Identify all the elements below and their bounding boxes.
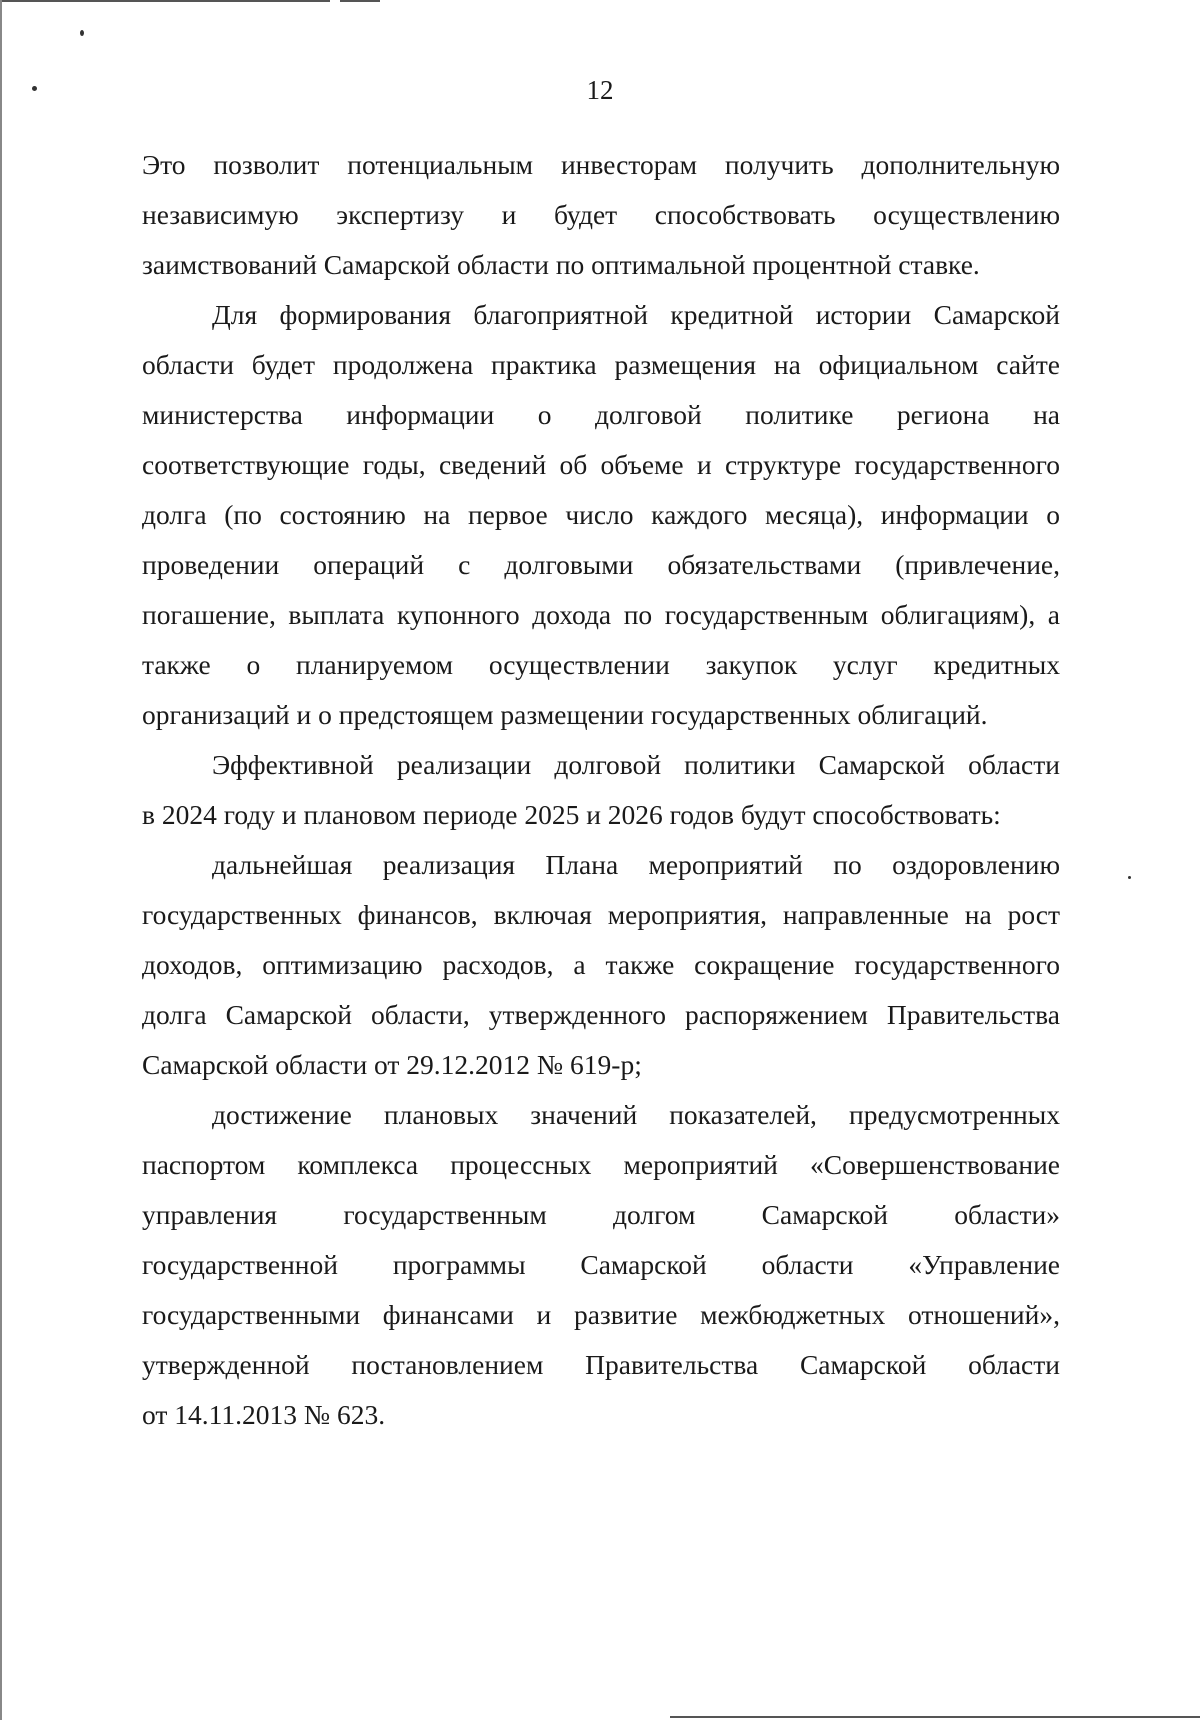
- text-line: независимую экспертизу и будет способствовать осуществлению: [142, 199, 1060, 230]
- text-line: от 14.11.2013 № 623.: [142, 1399, 386, 1430]
- text-line: министерства информации о долговой политике региона на: [142, 399, 1060, 430]
- scan-edge-top-left: [0, 0, 330, 2]
- text-line: Это позволит потенциальным инвесторам получить дополнительную: [142, 149, 1060, 180]
- text-line: государственной программы Самарской области «Управление: [142, 1249, 1060, 1280]
- scan-speck: [1128, 876, 1131, 879]
- scan-edge-left: [0, 0, 2, 1720]
- text-line: проведении операций с долговыми обязательствами (привлечение,: [142, 549, 1060, 580]
- text-line: в 2024 году и плановом периоде 2025 и 2026 годов будут способствовать:: [142, 799, 1001, 830]
- scan-edge-bottom-right: [670, 1716, 1200, 1718]
- text-line: соответствующие годы, сведений об объеме и структуре государственного: [142, 449, 1060, 480]
- text-line: дальнейшая реализация Плана мероприятий по оздоровлению: [212, 849, 1060, 880]
- text-line: паспортом комплекса процессных мероприятий «Совершенствование: [142, 1149, 1060, 1180]
- text-line: области будет продолжена практика размещения на официальном сайте: [142, 349, 1060, 380]
- paragraph: [142, 840, 1060, 1090]
- document-body: [142, 140, 1060, 1440]
- text-line: государственными финансами и развитие межбюджетных отношений»,: [142, 1299, 1060, 1330]
- text-line: долга Самарской области, утвержденного распоряжением Правительства: [142, 999, 1060, 1030]
- text-line: достижение плановых значений показателей, предусмотренных: [212, 1099, 1060, 1130]
- text-line: организаций и о предстоящем размещении государственных облигаций.: [142, 699, 988, 730]
- text-line: Эффективной реализации долговой политики Самарской области: [212, 749, 1060, 780]
- text-line: также о планируемом осуществлении закупок услуг кредитных: [142, 649, 1060, 680]
- text-line: утвержденной постановлением Правительства Самарской области: [142, 1349, 1060, 1380]
- text-line: Для формирования благоприятной кредитной истории Самарской: [212, 299, 1060, 330]
- scan-edge-top-mid: [340, 0, 380, 2]
- text-line: управления государственным долгом Самарской области»: [142, 1199, 1060, 1230]
- paragraph: [142, 1090, 1060, 1440]
- text-line: Самарской области от 29.12.2012 № 619-р;: [142, 1049, 642, 1080]
- scan-speck: [80, 30, 84, 36]
- text-line: долга (по состоянию на первое число каждого месяца), информации о: [142, 499, 1060, 530]
- text-line: заимствований Самарской области по оптимальной процентной ставке.: [142, 249, 980, 280]
- text-line: государственных финансов, включая мероприятия, направленные на рост: [142, 899, 1060, 930]
- page-number: 12: [586, 75, 614, 105]
- text-line: погашение, выплата купонного дохода по государственным облигациям), а: [142, 599, 1060, 630]
- paragraph: [142, 290, 1060, 740]
- text-line: доходов, оптимизацию расходов, а также сокращение государственного: [142, 949, 1060, 980]
- paragraph: [142, 740, 1060, 840]
- paragraph: [142, 140, 1060, 290]
